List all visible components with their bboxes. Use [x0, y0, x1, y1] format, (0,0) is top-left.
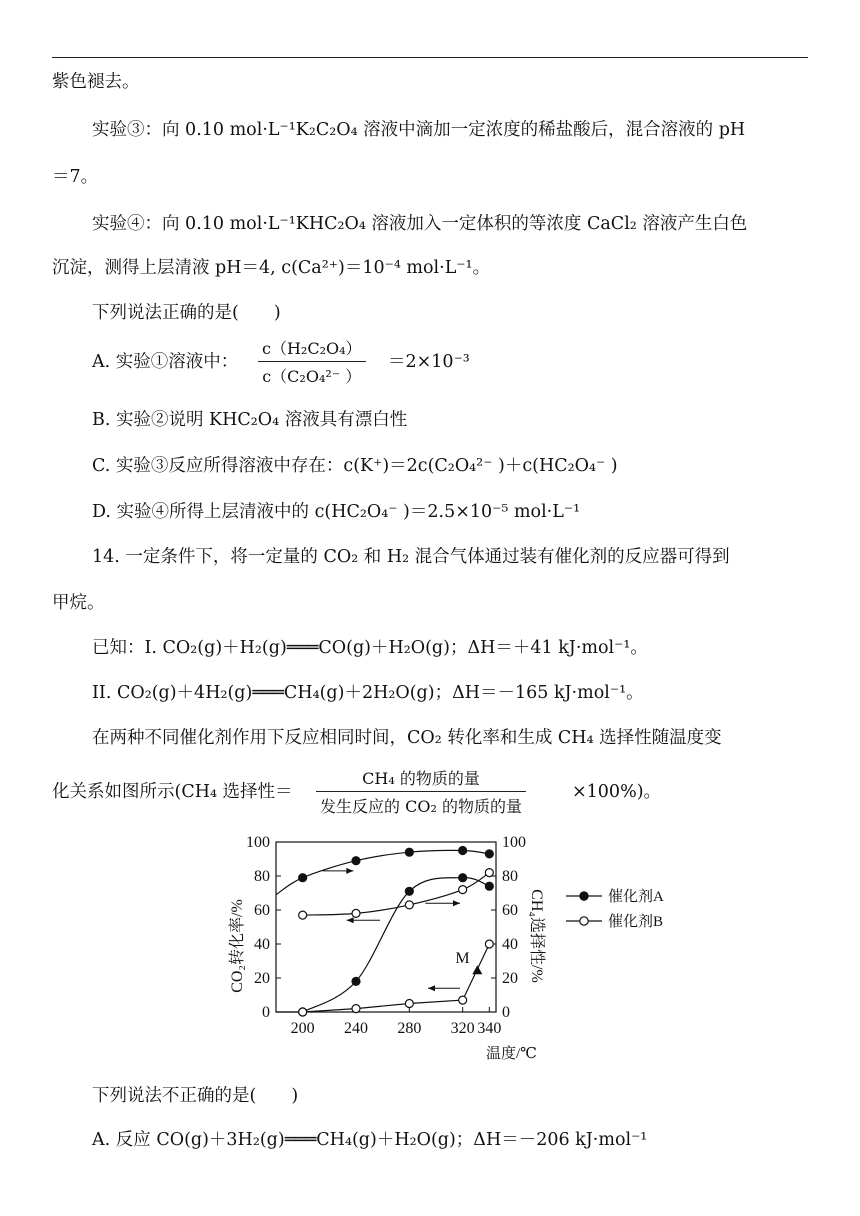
- arrow-head: [347, 917, 354, 923]
- y-tick-label-left: 80: [254, 868, 270, 885]
- y-tick-label-right: 20: [502, 970, 518, 987]
- y-tick-label-left: 60: [254, 902, 270, 919]
- data-point: [459, 847, 467, 855]
- series-line: [303, 878, 490, 1012]
- fraction-denominator: 发生反应的 CO₂ 的物质的量: [320, 797, 522, 816]
- point-m-marker: [472, 965, 482, 974]
- y-tick-label-left: 0: [262, 1004, 270, 1021]
- option-a-value: ＝2×10⁻³: [388, 352, 470, 372]
- data-point: [299, 911, 307, 919]
- y-tick-label-right: 40: [502, 936, 518, 953]
- text-line: 实验③：向 0.10 mol·L⁻¹K₂C₂O₄ 溶液中滴加一定浓度的稀盐酸后，混合溶液的 pH: [92, 120, 746, 140]
- selectivity-definition-prefix: 化关系如图所示(CH₄ 选择性＝: [52, 782, 293, 802]
- description-line: 在两种不同催化剂作用下反应相同时间，CO₂ 转化率和生成 CH₄ 选择性随温度变: [92, 728, 722, 748]
- data-point: [485, 882, 493, 890]
- text-line: 紫色褪去。: [52, 72, 140, 92]
- question-prompt-2: 下列说法不正确的是( ): [92, 1086, 299, 1106]
- x-tick-label: 280: [397, 1020, 422, 1037]
- data-point: [299, 874, 307, 882]
- data-point: [405, 887, 413, 895]
- y-tick-label-left: 20: [254, 970, 270, 987]
- data-point: [485, 850, 493, 858]
- question-prompt: 下列说法正确的是( ): [92, 303, 281, 323]
- data-point: [352, 1005, 360, 1013]
- fraction-numerator: CH₄ 的物质的量: [362, 769, 480, 788]
- y-tick-label-right: 100: [502, 834, 526, 851]
- option-b: B. 实验②说明 KHC₂O₄ 溶液具有漂白性: [92, 410, 408, 430]
- data-point: [485, 869, 493, 877]
- header-rule: [52, 57, 808, 58]
- legend-label-a: 催化剂A: [608, 889, 664, 905]
- question-14-stem: 14. 一定条件下，将一定量的 CO₂ 和 H₂ 混合气体通过装有催化剂的反应器可得到: [92, 547, 730, 567]
- option-a-fraction: [258, 336, 366, 387]
- x-axis-label: 温度/℃: [486, 1046, 537, 1062]
- selectivity-definition-suffix: ×100%)。: [572, 782, 662, 802]
- data-point: [405, 901, 413, 909]
- x-tick-label: 320: [450, 1020, 475, 1037]
- data-point: [459, 996, 467, 1004]
- conversion-selectivity-chart: [220, 826, 700, 1066]
- option-a-2: A. 反应 CO(g)＋3H₂(g)═══CH₄(g)＋H₂O(g)；ΔH＝－206 kJ·mol⁻¹: [92, 1130, 648, 1150]
- selectivity-fraction: [316, 766, 526, 817]
- legend-marker-b: [580, 917, 588, 925]
- question-14-stem-cont: 甲烷。: [52, 593, 105, 613]
- data-point: [459, 874, 467, 882]
- point-m-label: M: [455, 950, 470, 968]
- legend-label-b: 催化剂B: [608, 914, 664, 930]
- data-point: [352, 909, 360, 917]
- right-axis-label: CH₄选择性/%: [528, 889, 545, 983]
- y-tick-label-right: 0: [502, 1004, 510, 1021]
- series-line: [276, 850, 489, 894]
- arrow-head: [428, 985, 435, 991]
- plot-frame: [276, 842, 496, 1012]
- data-point: [405, 1000, 413, 1008]
- text-line: 沉淀，测得上层清液 pH＝4, c(Ca²⁺)＝10⁻⁴ mol·L⁻¹。: [52, 258, 491, 278]
- y-tick-label-right: 60: [502, 902, 518, 919]
- data-point: [352, 857, 360, 865]
- data-point: [352, 977, 360, 985]
- chart-legend: [566, 887, 664, 930]
- data-point: [459, 886, 467, 894]
- option-c: C. 实验③反应所得溶液中存在：c(K⁺)＝2c(C₂O₄²⁻ )＋c(HC₂O₄⁻ ): [92, 456, 618, 476]
- legend-marker-a: [580, 892, 588, 900]
- y-tick-label-left: 100: [246, 834, 270, 851]
- y-tick-label-left: 40: [254, 936, 270, 953]
- text-line: ＝7。: [52, 167, 99, 187]
- data-point: [485, 940, 493, 948]
- data-point: [299, 1008, 307, 1016]
- reaction-1: 已知：I. CO₂(g)＋H₂(g)═══CO(g)＋H₂O(g)；ΔH＝＋41 kJ·mol⁻¹。: [92, 638, 648, 658]
- x-tick-label: 200: [290, 1020, 315, 1037]
- option-d: D. 实验④所得上层清液中的 c(HC₂O₄⁻ )＝2.5×10⁻⁵ mol·L⁻¹: [92, 502, 581, 522]
- x-tick-label: 240: [344, 1020, 368, 1037]
- reaction-2: II. CO₂(g)＋4H₂(g)═══CH₄(g)＋2H₂O(g)；ΔH＝－165 kJ·mol⁻¹。: [92, 683, 644, 703]
- fraction-denominator: c（C₂O₄²⁻ ）: [262, 367, 362, 386]
- left-axis-label: CO₂转化率/%: [229, 899, 246, 993]
- option-a-prefix: A. 实验①溶液中：: [92, 352, 239, 372]
- y-tick-label-right: 80: [502, 868, 518, 885]
- x-tick-label: 340: [477, 1020, 502, 1037]
- text-line: 实验④：向 0.10 mol·L⁻¹KHC₂O₄ 溶液加入一定体积的等浓度 CaCl₂ 溶液产生白色: [92, 214, 748, 234]
- fraction-numerator: c（H₂C₂O₄）: [262, 339, 362, 358]
- data-point: [405, 848, 413, 856]
- arrow-head: [453, 900, 460, 906]
- arrow-head: [346, 868, 353, 874]
